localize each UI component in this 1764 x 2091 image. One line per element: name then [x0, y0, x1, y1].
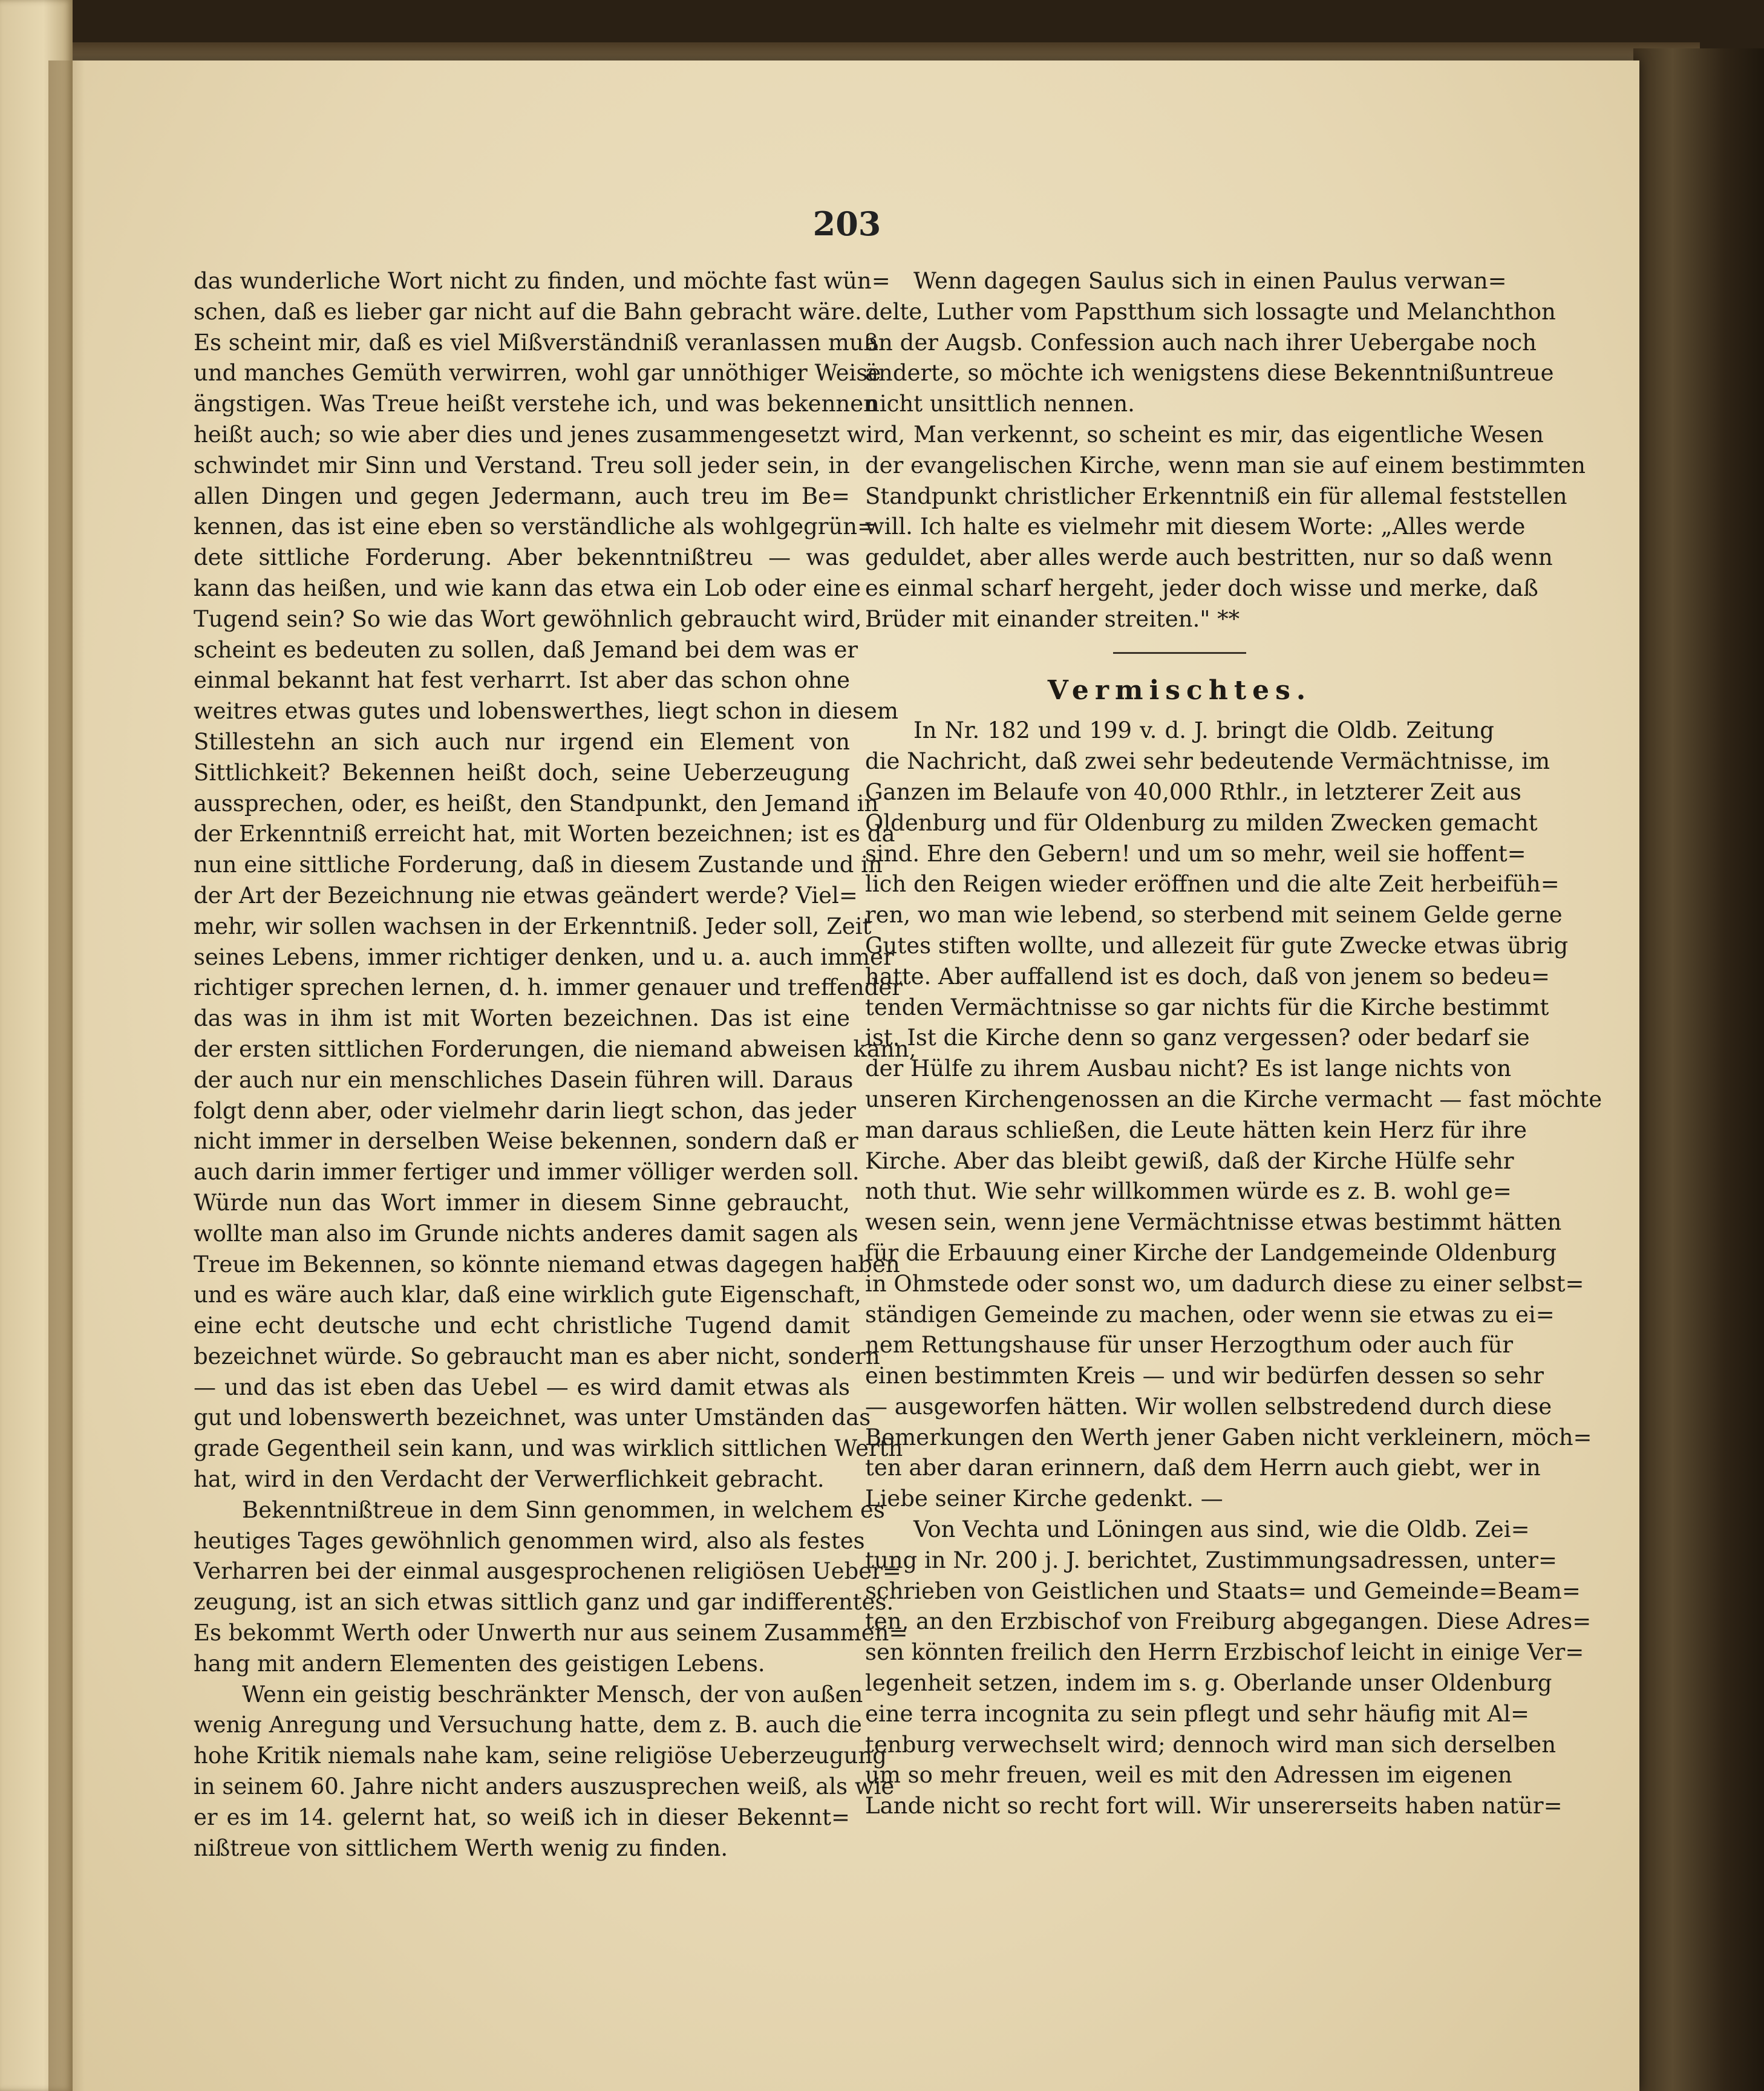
text-line: in seinem 60. Jahre nicht anders auszusprechen weiß, als wie — [194, 1773, 895, 1800]
essay-conclusion — [865, 266, 1586, 635]
text-line: ten aber daran erinnern, daß dem Herrn auch giebt, wer in — [865, 1455, 1541, 1481]
text-line: folgt denn aber, oder vielmehr darin liegt schon, das jeder — [194, 1097, 856, 1124]
text-line: Oldenburg und für Oldenburg zu milden Zwecken gemacht — [865, 809, 1538, 836]
text-line: Von Vechta und Löningen aus sind, wie die Oldb. Zei= — [913, 1516, 1530, 1543]
text-line: Tugend sein? So wie das Wort gewöhnlich gebraucht wird, — [194, 605, 862, 632]
text-line: der evangelischen Kirche, wenn man sie auf einem bestimmten — [865, 452, 1586, 478]
text-line: Wenn ein geistig beschränkter Mensch, der von außen — [242, 1681, 863, 1708]
text-line: kennen, das ist eine eben so verständliche als wohlgegrün= — [194, 514, 877, 540]
text-line: nicht immer in derselben Weise bekennen, sondern daß er — [194, 1128, 858, 1155]
text-line: er es im 14. gelernt hat, so weiß ich in dieser Bekennt= — [194, 1804, 850, 1830]
text-line: Bemerkungen den Werth jener Gaben nicht verkleinern, möch= — [865, 1424, 1592, 1450]
page-number: 203 — [812, 204, 881, 243]
left-text-column — [194, 266, 916, 1864]
text-line: man daraus schließen, die Leute hätten kein Herz für ihre — [865, 1117, 1527, 1143]
text-line: scheint es bedeuten zu sollen, daß Jemand bei dem was er — [194, 636, 858, 663]
text-line: lich den Reigen wieder eröffnen und die alte Zeit herbeifüh= — [865, 871, 1560, 898]
text-line: hat, wird in den Verdacht der Verwerflichkeit gebracht. — [194, 1466, 825, 1493]
text-line: hang mit andern Elementen des geistigen Lebens. — [194, 1650, 765, 1677]
text-line: zeugung, ist an sich etwas sittlich ganz und gar indifferentes. — [194, 1589, 894, 1616]
text-line: Gutes stiften wollte, und allezeit für gute Zwecke etwas übrig — [865, 932, 1569, 959]
text-line: heutiges Tages gewöhnlich genommen wird, also als festes — [194, 1527, 865, 1554]
text-line: der Erkenntniß erreicht hat, mit Worten bezeichnen; ist es da — [194, 821, 895, 847]
text-line: und es wäre auch klar, daß eine wirklich gute Eigenschaft, — [194, 1282, 861, 1308]
text-line: eine terra incognita zu sein pflegt und sehr häufig mit Al= — [865, 1700, 1530, 1727]
text-line: die Nachricht, daß zwei sehr bedeutende Vermächtnisse, im — [865, 748, 1550, 775]
text-line: Bekenntnißtreue in dem Sinn genommen, in welchem es — [242, 1496, 885, 1523]
text-line: ängstigen. Was Treue heißt verstehe ich, und was bekennen — [194, 391, 878, 417]
right-text-column — [865, 266, 1602, 1822]
text-line: Standpunkt christlicher Erkenntniß ein für allemal feststellen — [865, 483, 1567, 509]
text-line: tung in Nr. 200 j. J. berichtet, Zustimmungsadressen, unter= — [865, 1547, 1557, 1573]
text-line: In Nr. 182 und 199 v. d. J. bringt die Oldb. Zeitung — [913, 717, 1494, 744]
text-line: der ersten sittlichen Forderungen, die niemand abweisen kann, — [194, 1036, 916, 1062]
text-line: eine echt deutsche und echt christliche Tugend damit — [194, 1313, 850, 1339]
text-line: in Ohmstede oder sonst wo, um dadurch diese zu einer selbst= — [865, 1270, 1584, 1297]
text-line: Verharren bei der einmal ausgesprochenen religiösen Ueber= — [194, 1558, 901, 1585]
text-line: an der Augsb. Confession auch nach ihrer Uebergabe noch — [865, 329, 1537, 356]
text-line: kann das heißen, und wie kann das etwa ein Lob oder eine — [194, 575, 861, 601]
text-line: sen könnten freilich den Herrn Erzbischof leicht in einige Ver= — [865, 1639, 1584, 1666]
text-line: Es scheint mir, daß es viel Mißverständniß veranlassen muß — [194, 329, 879, 356]
text-line: noth thut. Wie sehr willkommen würde es z. B. wohl ge= — [865, 1178, 1512, 1205]
text-line: Kirche. Aber das bleibt gewiß, daß der Kirche Hülfe sehr — [865, 1147, 1514, 1174]
text-line: allen Dingen und gegen Jedermann, auch treu im Be= — [194, 483, 850, 509]
text-line: grade Gegentheil sein kann, und was wirklich sittlichen Werth — [194, 1435, 903, 1462]
text-line: dete sittliche Forderung. Aber bekenntnißtreu — was — [194, 544, 850, 571]
text-line: Liebe seiner Kirche gedenkt. — — [865, 1486, 1223, 1512]
text-line: wenig Anregung und Versuchung hatte, dem z. B. auch die — [194, 1712, 862, 1738]
text-line: nun eine sittliche Forderung, daß in diesem Zustande und in — [194, 852, 883, 878]
text-line: heißt auch; so wie aber dies und jenes zusammengesetzt wird, — [194, 421, 906, 448]
text-line: Wenn dagegen Saulus sich in einen Paulus verwan= — [913, 268, 1507, 294]
text-line: ständigen Gemeinde zu machen, oder wenn sie etwas zu ei= — [865, 1301, 1555, 1328]
text-line: ten, an den Erzbischof von Freiburg abgegangen. Diese Adres= — [865, 1608, 1592, 1635]
text-line: für die Erbauung einer Kirche der Landgemeinde Oldenburg — [865, 1239, 1557, 1266]
text-line: nicht unsittlich nennen. — [865, 391, 1135, 417]
text-line: änderte, so möchte ich wenigstens diese Bekenntnißuntreue — [865, 360, 1554, 387]
text-line: auch darin immer fertiger und immer völliger werden soll. — [194, 1159, 860, 1186]
text-line: Stillestehn an sich auch nur irgend ein Element von — [194, 728, 850, 755]
text-line: aussprechen, oder, es heißt, den Standpunkt, den Jemand in — [194, 790, 879, 817]
text-line: das was in ihm ist mit Worten bezeichnen. Das ist eine — [194, 1005, 850, 1032]
text-line: bezeichnet würde. So gebraucht man es aber nicht, sondern — [194, 1343, 880, 1369]
text-line: seines Lebens, immer richtiger denken, und u. a. auch immer — [194, 944, 894, 970]
text-line: der Art der Bezeichnung nie etwas geändert werde? Viel= — [194, 882, 858, 908]
book-cover-edge — [1633, 48, 1764, 2091]
text-line: einmal bekannt hat fest verharrt. Ist aber das schon ohne — [194, 667, 850, 694]
text-line: wesen sein, wenn jene Vermächtnisse etwas bestimmt hätten — [865, 1209, 1562, 1236]
text-line: hatte. Aber auffallend ist es doch, daß von jenem so bedeu= — [865, 963, 1550, 990]
text-line: — und das ist eben das Uebel — es wird damit etwas als — [194, 1374, 850, 1400]
text-line: Lande nicht so recht fort will. Wir unsererseits haben natür= — [865, 1793, 1563, 1819]
text-line: mehr, wir sollen wachsen in der Erkenntniß. Jeder soll, Zeit — [194, 913, 872, 939]
text-line: schen, daß es lieber gar nicht auf die Bahn gebracht wäre. — [194, 298, 862, 325]
text-line: weitres etwas gutes und lobenswerthes, liegt schon in diesem — [194, 698, 898, 725]
text-line: unseren Kirchengenossen an die Kirche vermacht — fast möchte — [865, 1086, 1602, 1112]
text-line: hohe Kritik niemals nahe kam, seine religiöse Ueberzeugung — [194, 1743, 887, 1769]
text-line: schwindet mir Sinn und Verstand. Treu soll jeder sein, in — [194, 452, 850, 478]
text-line: tenburg verwechselt wird; dennoch wird man sich derselben — [865, 1731, 1557, 1758]
text-line: will. Ich halte es vielmehr mit diesem Worte: „Alles werde — [865, 514, 1526, 540]
text-line: — ausgeworfen hätten. Wir wollen selbstredend durch diese — [865, 1393, 1552, 1420]
miscellany-section — [865, 716, 1602, 1822]
text-line: um so mehr freuen, weil es mit den Adressen im eigenen — [865, 1762, 1512, 1789]
section-heading: Vermischtes. — [1047, 674, 1312, 706]
text-line: ren, wo man wie lebend, so sterbend mit seinem Gelde gerne — [865, 902, 1563, 928]
text-line: der Hülfe zu ihrem Ausbau nicht? Es ist lange nichts von — [865, 1055, 1512, 1082]
text-line: legenheit setzen, indem im s. g. Oberlande unser Oldenburg — [865, 1670, 1552, 1697]
text-line: nißtreue von sittlichem Werth wenig zu finden. — [194, 1835, 728, 1861]
text-line: Sittlichkeit? Bekennen heißt doch, seine Ueberzeugung — [194, 759, 850, 786]
text-line: Ganzen im Belaufe von 40,000 Rthlr., in letzterer Zeit aus — [865, 778, 1521, 805]
text-line: das wunderliche Wort nicht zu finden, und möchte fast wün= — [194, 268, 890, 294]
text-line: gut und lobenswerth bezeichnet, was unter Umständen das — [194, 1404, 871, 1431]
text-line: Würde nun das Wort immer in diesem Sinne gebraucht, — [194, 1189, 850, 1216]
text-line: tenden Vermächtnisse so gar nichts für die Kirche bestimmt — [865, 994, 1549, 1020]
text-line: delte, Luther vom Papstthum sich lossagte und Melanchthon — [865, 298, 1556, 325]
text-line: sind. Ehre den Gebern! und um so mehr, weil sie hoffent= — [865, 840, 1526, 867]
text-line: schrieben von Geistlichen und Staats= und Gemeinde=Beam= — [865, 1577, 1581, 1604]
text-line: wollte man also im Grunde nichts anderes damit sagen als — [194, 1220, 858, 1247]
text-line: Treue im Bekennen, so könnte niemand etwas dagegen haben — [194, 1251, 900, 1277]
text-line: nem Rettungshause für unser Herzogthum oder auch für — [865, 1332, 1514, 1359]
text-line: ist. Ist die Kirche denn so ganz vergessen? oder bedarf sie — [865, 1025, 1530, 1051]
text-line: Brüder mit einander streiten." ** — [865, 605, 1240, 632]
text-line: geduldet, aber alles werde auch bestritten, nur so daß wenn — [865, 544, 1553, 571]
section-divider-rule — [1113, 652, 1246, 654]
text-line: und manches Gemüth verwirren, wohl gar unnöthiger Weise — [194, 360, 881, 387]
text-line: Man verkennt, so scheint es mir, das eigentliche Wesen — [913, 421, 1544, 448]
gutter-shadow — [48, 60, 85, 2091]
text-line: der auch nur ein menschliches Dasein führen will. Daraus — [194, 1066, 854, 1093]
text-line: es einmal scharf hergeht, jeder doch wisse und merke, daß — [865, 575, 1538, 601]
text-line: einen bestimmten Kreis — und wir bedürfen dessen so sehr — [865, 1363, 1544, 1389]
text-line: richtiger sprechen lernen, d. h. immer genauer und treffender — [194, 974, 903, 1001]
text-line: Es bekommt Werth oder Unwerth nur aus seinem Zusammen= — [194, 1620, 908, 1646]
